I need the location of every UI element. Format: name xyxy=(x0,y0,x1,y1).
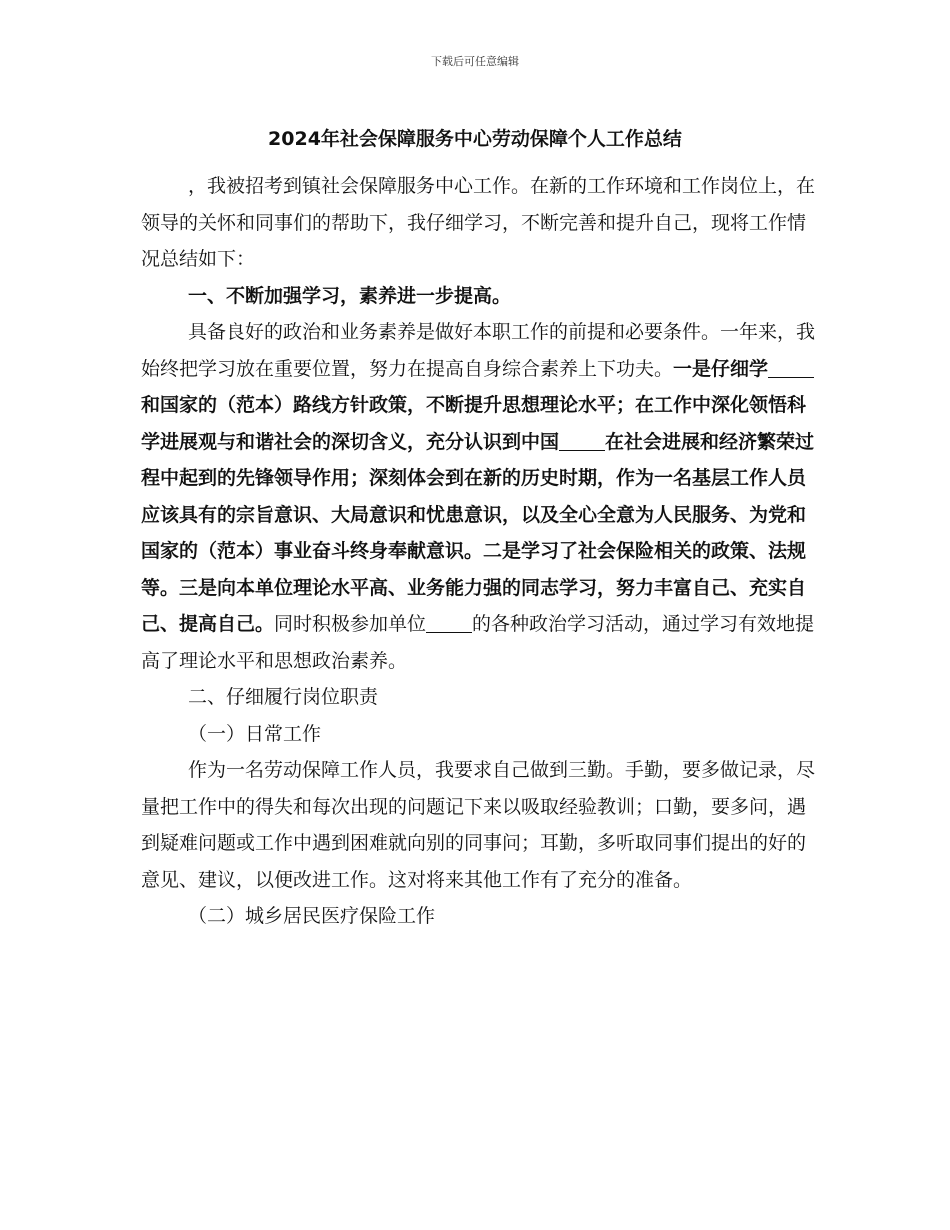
section2-heading: 二、仔细履行岗位职责 xyxy=(188,686,379,708)
section1-text-end-2: 的各种政治学习活动，通过学习有效地提高了理论水平和思想政治素养。 xyxy=(141,613,815,672)
page-header: 下载后可任意编辑 xyxy=(431,55,519,68)
section1-bold-1: 一是仔细学 xyxy=(673,357,769,380)
section2-sub1-paragraph: 作为一名劳动保障工作人员，我要求自己做到三勤。手勤，要多做记录，尽量把工作中的得失和每次出现的问题记下来以吸取经验教训；口勤，要多问，遇到疑难问题或工作中遇到困难就向别的同事问；耳勤，多听取同事们提出的好的意见、建议，以便改进工作。这对将来其他工作有了充分的准备。 xyxy=(141,759,816,891)
intro-paragraph: ，我被招考到镇社会保障服务中心工作。在新的工作环境和工作岗位上，在领导的关怀和同事们的帮助下，我仔细学习，不断完善和提升自己，现将工作情况总结如下： xyxy=(141,175,816,270)
section1-paragraph xyxy=(141,314,821,679)
section1-heading: 一、不断加强学习，素养进一步提高。 xyxy=(188,284,512,307)
section1-text-start: 具备良好的政治和业务素养是做好本职工作的前提和必要条件。一年来，我始终把学习放在重要位置，努力在提高自身综合素养上下功夫。 xyxy=(141,321,816,380)
blank-underline xyxy=(559,430,605,451)
section2-sub2-heading: （二）城乡居民医疗保险工作 xyxy=(188,905,436,927)
document-body xyxy=(141,168,821,935)
section1-text-end-1: 同时积极参加单位 xyxy=(274,613,427,635)
blank-underline xyxy=(426,612,472,633)
document-title: 2024年社会保障服务中心劳动保障个人工作总结 xyxy=(268,128,682,150)
section1-bold-3: 在社会进展和经济繁荣过程中起到的先锋领导作用；深刻体会到在新的历史时期，作为一名基层工作人员应该具有的宗旨意识、大局意识和忧患意识，以及全心全意为人民服务、为党和国家的（范本）事业奋斗终身奉献意识。二是学习了社会保险相关的政策、法规等。三是向本单位理论水平高、业务能力强的同志学习，努力丰富自己、充实自己、提高自己。 xyxy=(141,430,815,635)
section1-bold-2: 和国家的（范本）路线方针政策，不断提升思想理论水平；在工作中深化领悟科学进展观与和谐社会的深切含义，充分认识到中国 xyxy=(141,394,807,453)
section2-sub1-heading: （一）日常工作 xyxy=(188,722,322,745)
blank-underline xyxy=(768,357,814,378)
